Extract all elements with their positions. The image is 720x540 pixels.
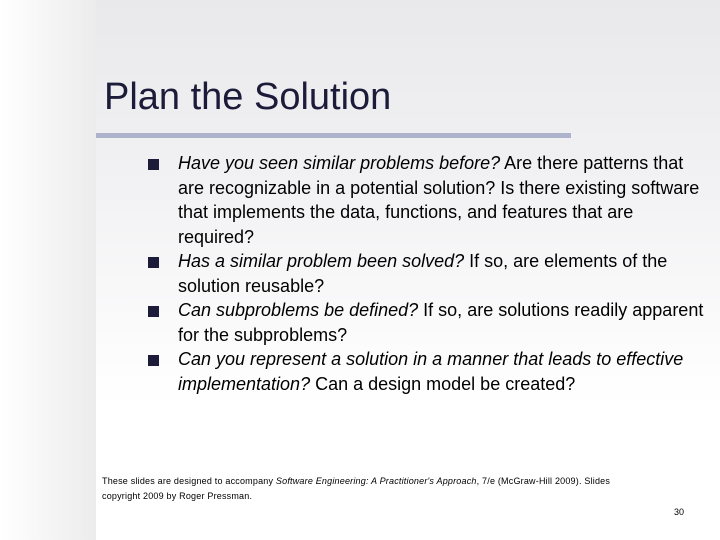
bullet-question: Has a similar problem been solved?: [178, 251, 465, 271]
bullet-list: [148, 151, 708, 396]
bullet-item: [148, 151, 708, 249]
bullet-item: [148, 249, 708, 298]
bullet-question: Can subproblems be defined?: [178, 300, 419, 320]
left-background-band: [0, 0, 96, 540]
square-bullet-icon: [148, 159, 159, 170]
footer-credit: [102, 474, 622, 504]
bullet-text: If so, are solutions readily apparent for the subproblems?: [178, 300, 704, 345]
square-bullet-icon: [148, 355, 159, 366]
footer-book-title: Software Engineering: A Practitioner's Approach: [275, 476, 477, 486]
bullet-question: Have you seen similar problems before?: [178, 153, 501, 173]
slide-title: Plan the Solution: [104, 76, 392, 118]
square-bullet-icon: [148, 257, 159, 268]
bullet-item: [148, 347, 708, 396]
bullet-text: If so, are elements of the solution reusable?: [178, 251, 668, 296]
footer-text-before: These slides are designed to accompany: [102, 476, 276, 486]
bullet-text: Can a design model be created?: [310, 373, 576, 394]
bullet-question: Can you represent a solution in a manner that leads to effective implementation?: [178, 349, 684, 394]
square-bullet-icon: [148, 306, 159, 317]
footer-text-after: , 7/e (McGraw-Hill 2009). Slides copyright 2009 by Roger Pressman.: [102, 476, 611, 501]
title-underline: [96, 133, 571, 138]
page-number: 30: [674, 507, 685, 517]
bullet-item: [148, 298, 708, 347]
bullet-text: Are there patterns that are recognizable in a potential solution? Is there existing software that implements the data, functions, and features that are required?: [178, 153, 700, 247]
